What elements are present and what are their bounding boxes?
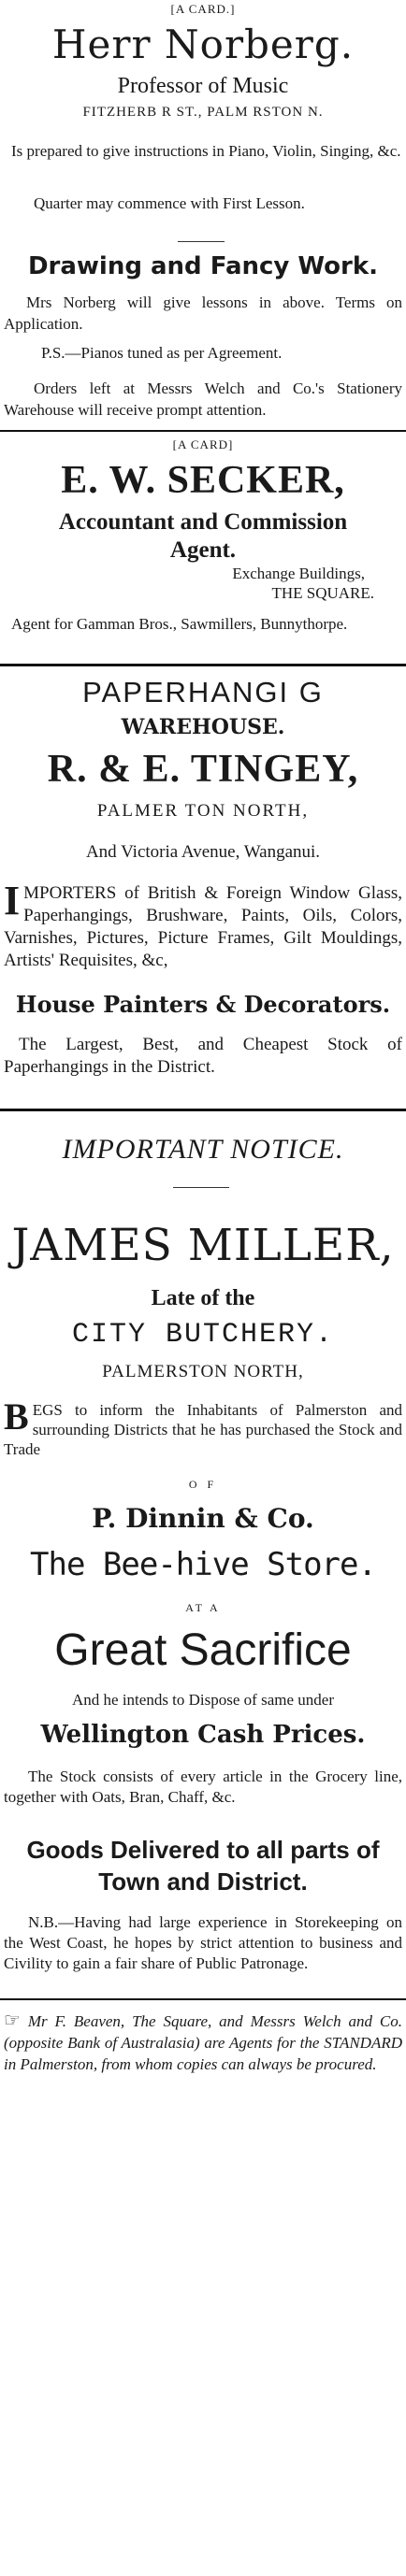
agents-text: Mr F. Beaven, The Square, and Messrs Welch and Co. (opposite Bank of Australasia) are Agents for the STANDARD in Palmerston, from whom copies can always be procured. xyxy=(4,2012,403,2073)
miller-dropcap: B xyxy=(4,1395,29,1438)
norberg-drawing-text: Mrs Norberg will give lessons in above. Terms on Application. xyxy=(4,293,402,333)
miller-begs xyxy=(4,1395,402,1459)
norberg-address: FITZHERB R ST., PALM RSTON N. xyxy=(82,105,324,120)
tingey-name: R. & E. TINGEY, xyxy=(47,748,359,791)
norberg-title: Professor of Music xyxy=(117,74,289,98)
miller-town: PALMERSTON NORTH, xyxy=(102,1362,304,1381)
divider xyxy=(178,241,225,242)
tingey-town: PALMER TON NORTH, xyxy=(96,801,310,821)
miller-firm: P. Dinnin & Co. xyxy=(92,1503,314,1534)
norberg-card-tag: [A CARD.] xyxy=(170,2,236,16)
secker-name: E. W. SECKER, xyxy=(61,459,345,502)
miller-sacrifice: Great Sacrifice xyxy=(54,1625,352,1675)
secker-agent-text: Agent for Gamman Bros., Sawmillers, Bunnythorpe. xyxy=(11,615,348,633)
secker-profession: Accountant and Commission Agent. xyxy=(58,509,348,563)
miller-notice: IMPORTANT NOTICE. xyxy=(62,1134,344,1165)
miller-nb: N.B.—Having had large experience in Storekeeping on the West Coast, he hopes by strict attention to business and Civility to gain a fair share of Public Patronage. xyxy=(4,1913,402,1972)
norberg-intro: Is prepared to give instructions in Piano, Violin, Singing, &c. xyxy=(11,142,401,160)
tingey-importers-text: MPORTERS of British & Foreign Window Glass, Paperhangings, Brushware, Paints, Oils, Colors, Varnishes, Pictures, Picture Frames, Gilt Mouldings, Artists' Requisites, &c, xyxy=(4,883,402,970)
tingey-dropcap: I xyxy=(4,878,21,923)
norberg-orders: Orders left at Messrs Welch and Co.'s Stationery Warehouse will receive prompt attention. xyxy=(4,379,402,419)
tingey-subheading: WAREHOUSE. xyxy=(121,715,285,739)
secker-location-line: Exchange Buildings, xyxy=(232,565,365,582)
miller-late-of: Late of the xyxy=(151,1286,255,1310)
agents-notice xyxy=(4,2010,402,2075)
norberg-name: Herr Norberg. xyxy=(51,21,355,67)
section-rule xyxy=(0,1109,406,1111)
section-rule xyxy=(0,430,406,432)
tingey-heading: PAPERHANGI G xyxy=(82,676,324,708)
section-rule xyxy=(0,1998,406,2000)
miller-butchery: CITY BUTCHERY. xyxy=(71,1319,335,1351)
tingey-stock: The Largest, Best, and Cheapest Stock of Paperhangings in the District. xyxy=(4,1035,402,1077)
miller-begs-text: EGS to inform the Inhabitants of Palmerston and surrounding Districts that he has purchased the Stock and Trade xyxy=(4,1401,402,1458)
miller-intends: And he intends to Dispose of same under xyxy=(72,1691,334,1709)
divider xyxy=(173,1187,229,1188)
tingey-importers xyxy=(4,878,402,972)
section-rule xyxy=(0,664,406,666)
miller-at-a: AT A xyxy=(185,1601,221,1614)
norberg-quarter: Quarter may commence with First Lesson. xyxy=(34,194,305,212)
miller-of: O F xyxy=(188,1478,218,1491)
miller-name: JAMES MILLER, xyxy=(11,1220,395,1271)
norberg-ps: P.S.—Pianos tuned as per Agreement. xyxy=(41,344,283,362)
secker-card-tag: [A CARD] xyxy=(172,437,234,451)
tingey-trade: House Painters & Decorators. xyxy=(15,991,391,1018)
miller-store: The Bee-hive Store. xyxy=(30,1546,376,1583)
miller-delivered: Goods Delivered to all parts of Town and District. xyxy=(26,1836,380,1896)
norberg-drawing-heading: Drawing and Fancy Work. xyxy=(27,252,379,280)
pointing-hand-icon: ☞ xyxy=(4,2009,21,2031)
secker-location-place: THE SQUARE. xyxy=(271,584,374,602)
tingey-branch: And Victoria Avenue, Wanganui. xyxy=(85,842,321,862)
miller-prices: Wellington Cash Prices. xyxy=(40,1721,366,1749)
miller-stock-text: The Stock consists of every article in the Grocery line, together with Oats, Bran, Chaff, &c. xyxy=(4,1767,402,1806)
